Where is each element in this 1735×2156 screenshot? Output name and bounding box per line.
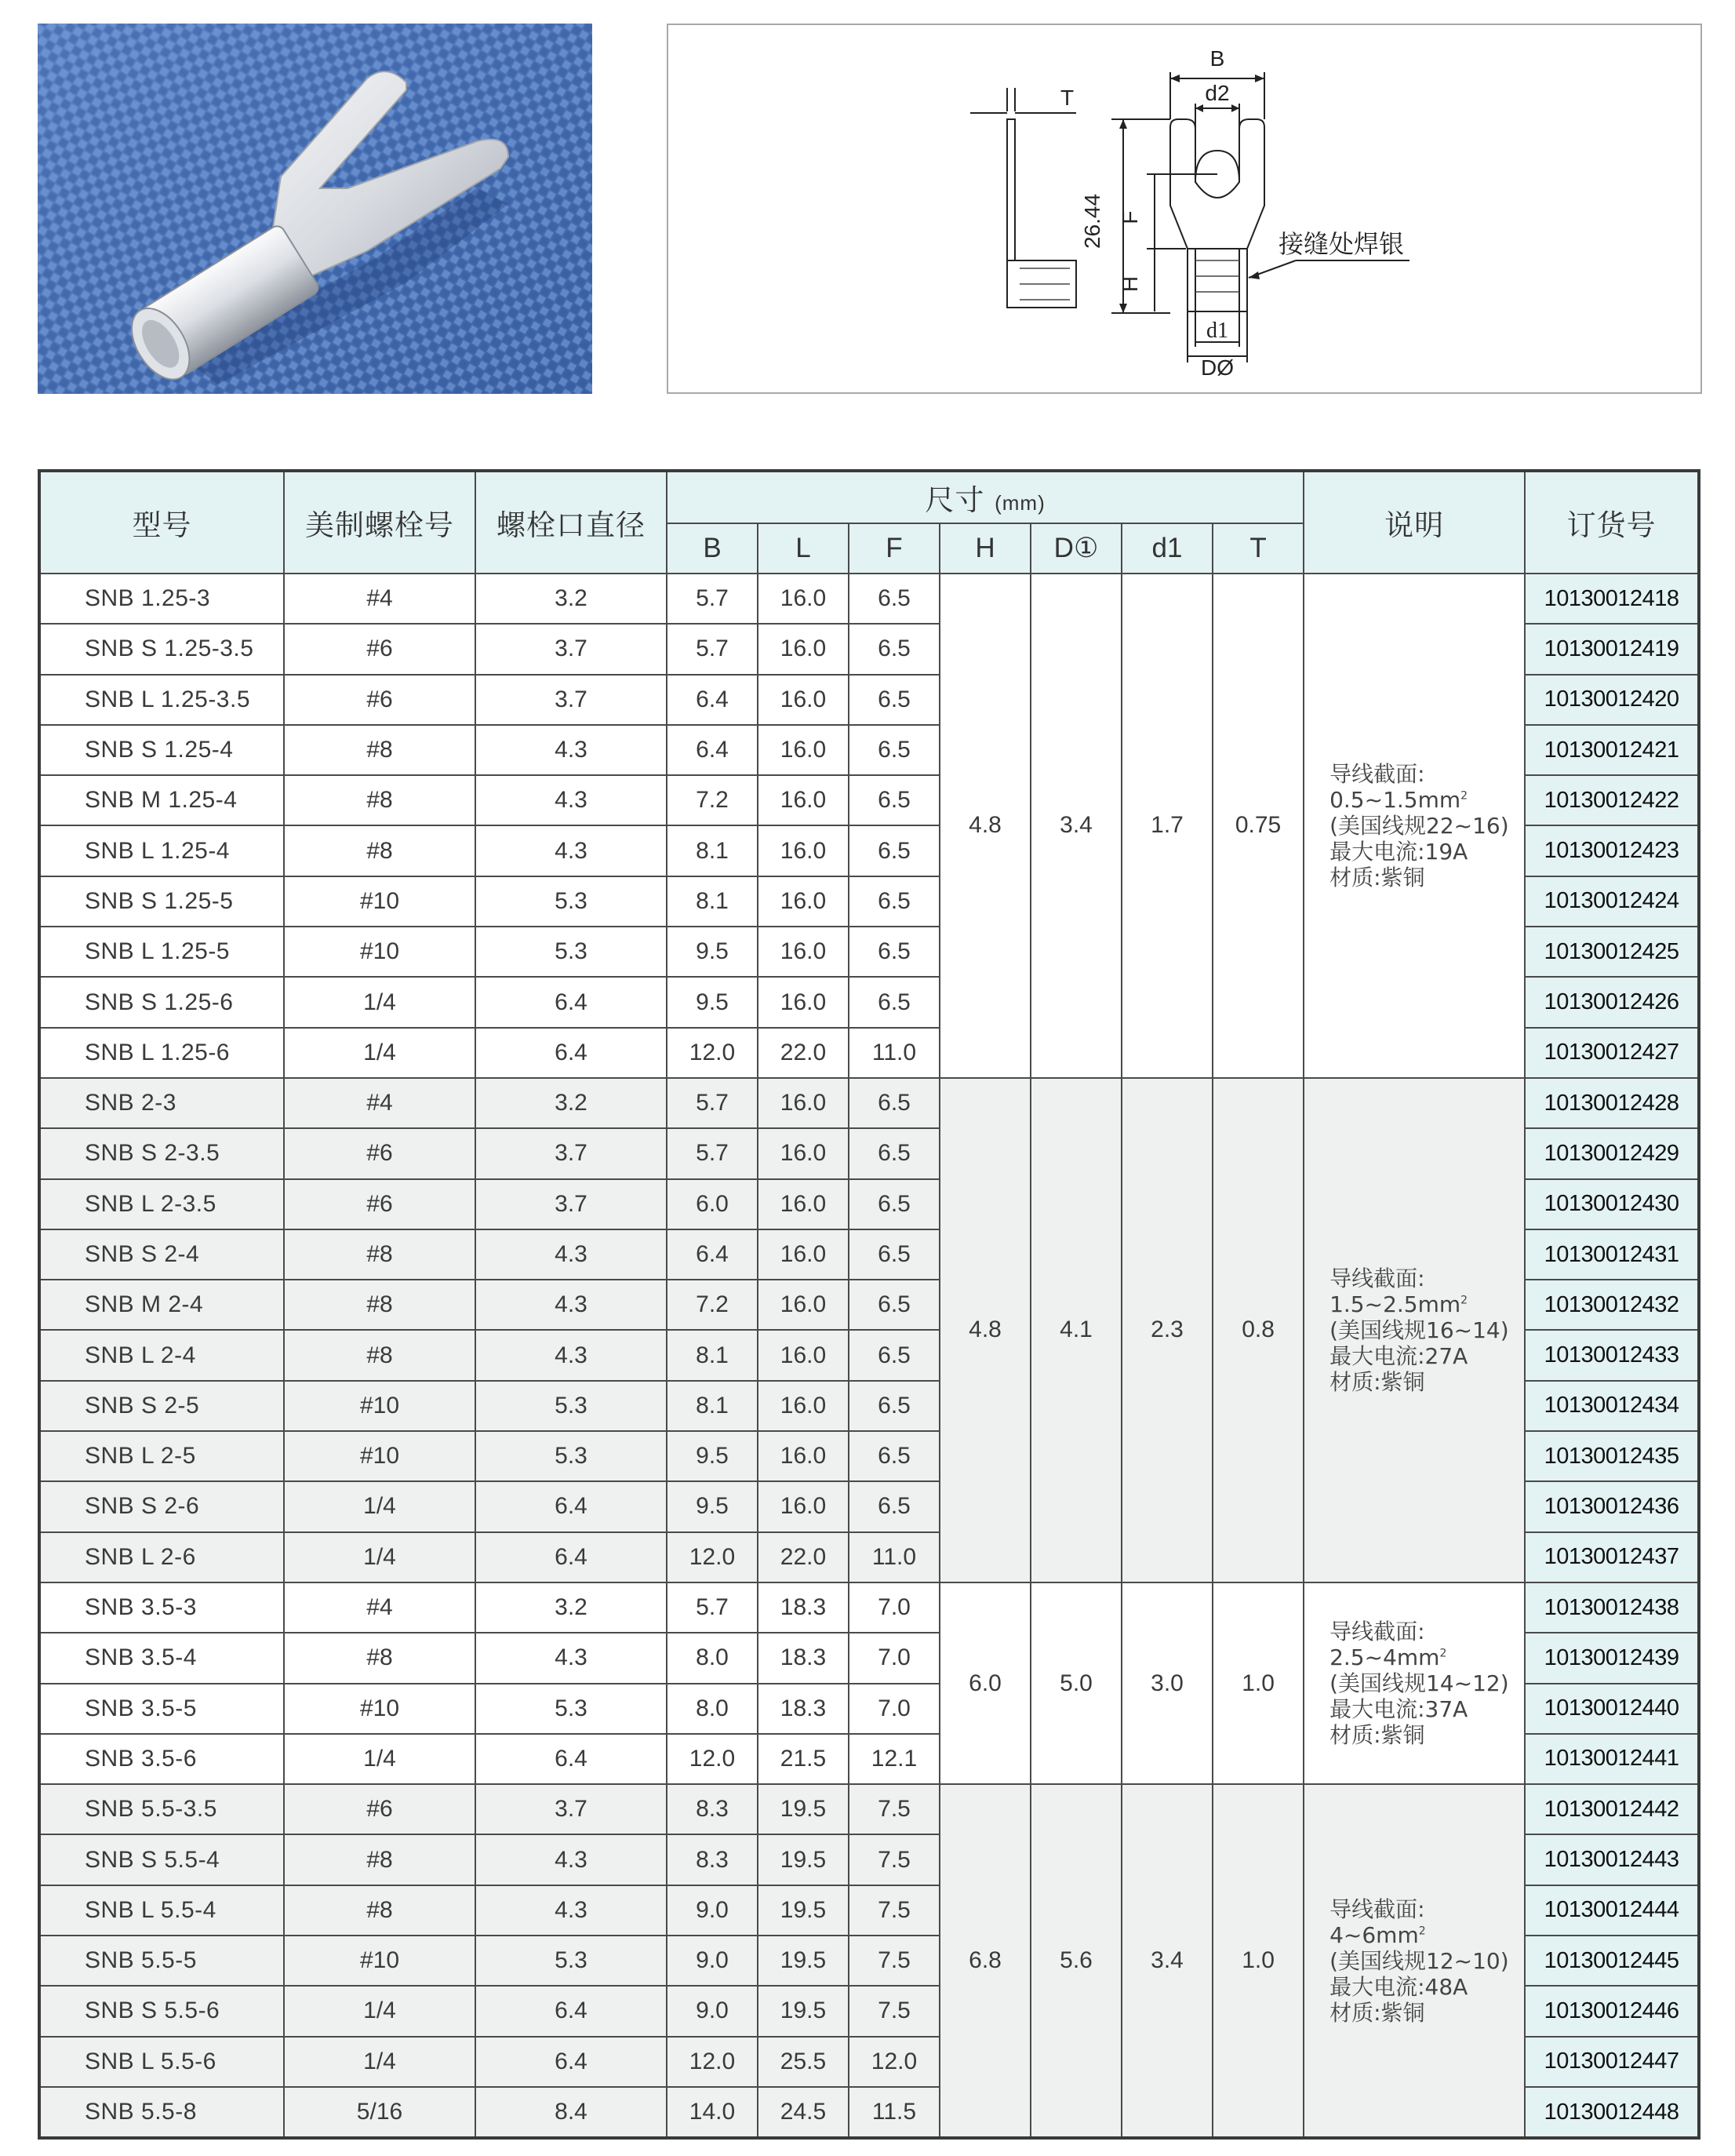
cell-order-number: 10130012443	[1525, 1834, 1699, 1885]
cell-order-number: 10130012422	[1525, 775, 1699, 825]
cell-model: SNB L 1.25-4	[39, 825, 284, 876]
cell-model: SNB 3.5-5	[39, 1684, 284, 1734]
cell-F: 6.5	[849, 1128, 940, 1178]
cell-order-number: 10130012425	[1525, 927, 1699, 977]
cell-L: 16.0	[758, 1128, 849, 1178]
cell-model: SNB M 1.25-4	[39, 775, 284, 825]
cell-desc	[1304, 1784, 1525, 2138]
cell-us-bolt: 1/4	[284, 2037, 475, 2087]
cell-F: 6.5	[849, 1330, 940, 1380]
cell-model: SNB 5.5-3.5	[39, 1784, 284, 1834]
cell-model: SNB 3.5-4	[39, 1633, 284, 1683]
cell-L: 16.0	[758, 1179, 849, 1229]
desc-line	[1329, 1922, 1524, 1948]
cell-B: 6.4	[667, 725, 758, 775]
cell-us-bolt: 1/4	[284, 1734, 475, 1784]
cell-order-number: 10130012426	[1525, 977, 1699, 1027]
cell-L: 19.5	[758, 1986, 849, 2036]
cell-us-bolt: #8	[284, 825, 475, 876]
cell-order-number: 10130012445	[1525, 1936, 1699, 1986]
cell-B: 9.5	[667, 1431, 758, 1481]
cell-bolt-dia: 3.2	[475, 1078, 667, 1128]
desc-line: 导线截面:	[1329, 760, 1425, 787]
cell-model: SNB L 2-5	[39, 1431, 284, 1481]
cell-bolt-dia: 6.4	[475, 1532, 667, 1582]
cell-bolt-dia: 3.2	[475, 1582, 667, 1633]
cell-us-bolt: #8	[284, 1633, 475, 1683]
cell-us-bolt: #6	[284, 1128, 475, 1178]
cell-F: 6.5	[849, 876, 940, 927]
cell-model: SNB L 2-3.5	[39, 1179, 284, 1229]
cell-bolt-dia: 3.7	[475, 1179, 667, 1229]
cell-T: 1.0	[1213, 1582, 1304, 1784]
fork-terminal-photo-image	[38, 24, 592, 394]
header-us-bolt: 美制螺栓号	[284, 471, 475, 574]
cell-model: SNB S 2-6	[39, 1481, 284, 1531]
cell-bolt-dia: 3.7	[475, 1128, 667, 1178]
cell-L: 22.0	[758, 1028, 849, 1078]
cell-T: 0.75	[1213, 574, 1304, 1078]
cell-F: 6.5	[849, 825, 940, 876]
desc-line: 材质:紫铜	[1329, 864, 1425, 890]
header-F: F	[849, 523, 940, 574]
desc-superscript: 2	[1439, 1647, 1447, 1660]
cell-L: 19.5	[758, 1784, 849, 1834]
cell-B: 5.7	[667, 1128, 758, 1178]
cell-bolt-dia: 4.3	[475, 725, 667, 775]
cell-model: SNB S 1.25-6	[39, 977, 284, 1027]
table-row	[39, 1784, 1699, 1834]
cell-bolt-dia: 6.4	[475, 1986, 667, 2036]
cell-model: SNB S 1.25-3.5	[39, 624, 284, 674]
spec-table	[38, 469, 1697, 2140]
cell-B: 12.0	[667, 1734, 758, 1784]
cell-D: 3.4	[1031, 574, 1122, 1078]
cell-F: 7.5	[849, 1784, 940, 1834]
table-row	[39, 1582, 1699, 1633]
cell-B: 6.0	[667, 1179, 758, 1229]
header-size-unit: (mm)	[995, 491, 1046, 515]
cell-B: 8.1	[667, 876, 758, 927]
cell-B: 12.0	[667, 1028, 758, 1078]
desc-line: 材质:紫铜	[1329, 1722, 1425, 1749]
cell-F: 7.5	[849, 1936, 940, 1986]
cell-L: 18.3	[758, 1582, 849, 1633]
cell-B: 8.0	[667, 1684, 758, 1734]
header-order: 订货号	[1525, 471, 1699, 574]
cell-bolt-dia: 5.3	[475, 1381, 667, 1431]
cell-model: SNB M 2-4	[39, 1280, 284, 1330]
cell-model: SNB 3.5-3	[39, 1582, 284, 1633]
cell-us-bolt: #8	[284, 1885, 475, 1936]
dim-d2-label: d2	[1205, 81, 1230, 105]
cell-us-bolt: #6	[284, 624, 475, 674]
cell-F: 6.5	[849, 1481, 940, 1531]
product-photo	[38, 24, 592, 394]
cell-d1: 3.4	[1122, 1784, 1213, 2138]
cell-bolt-dia: 3.7	[475, 624, 667, 674]
cell-order-number: 10130012441	[1525, 1734, 1699, 1784]
cell-bolt-dia: 4.3	[475, 775, 667, 825]
cell-B: 8.0	[667, 1633, 758, 1683]
cell-B: 8.3	[667, 1834, 758, 1885]
cell-L: 16.0	[758, 876, 849, 927]
cell-order-number: 10130012435	[1525, 1431, 1699, 1481]
cell-bolt-dia: 6.4	[475, 977, 667, 1027]
cell-D: 5.6	[1031, 1784, 1122, 2138]
cell-order-number: 10130012430	[1525, 1179, 1699, 1229]
cell-D: 4.1	[1031, 1078, 1122, 1582]
desc-section-value: 0.5~1.5mm	[1329, 786, 1461, 813]
cell-order-number: 10130012419	[1525, 624, 1699, 674]
dim-H-label: H	[1118, 275, 1142, 293]
cell-F: 11.0	[849, 1532, 940, 1582]
cell-F: 6.5	[849, 1381, 940, 1431]
cell-B: 7.2	[667, 1280, 758, 1330]
cell-bolt-dia: 6.4	[475, 2037, 667, 2087]
cell-us-bolt: #10	[284, 1936, 475, 1986]
cell-order-number: 10130012437	[1525, 1532, 1699, 1582]
cell-B: 12.0	[667, 1532, 758, 1582]
desc-superscript: 2	[1460, 1294, 1468, 1307]
cell-bolt-dia: 5.3	[475, 1431, 667, 1481]
cell-order-number: 10130012446	[1525, 1986, 1699, 2036]
cell-B: 9.5	[667, 927, 758, 977]
cell-L: 16.0	[758, 574, 849, 624]
cell-L: 18.3	[758, 1684, 849, 1734]
header-bolt-dia: 螺栓口直径	[475, 471, 667, 574]
cell-model: SNB S 2-4	[39, 1229, 284, 1280]
cell-model: SNB L 5.5-6	[39, 2037, 284, 2087]
header-L: L	[758, 523, 849, 574]
cell-L: 21.5	[758, 1734, 849, 1784]
desc-section-value: 1.5~2.5mm	[1329, 1291, 1461, 1317]
cell-F: 6.5	[849, 675, 940, 725]
cell-d1: 1.7	[1122, 574, 1213, 1078]
cell-us-bolt: #8	[284, 1229, 475, 1280]
cell-order-number: 10130012418	[1525, 574, 1699, 624]
cell-us-bolt: 1/4	[284, 1028, 475, 1078]
cell-bolt-dia: 5.3	[475, 1684, 667, 1734]
cell-bolt-dia: 5.3	[475, 1936, 667, 1986]
cell-L: 19.5	[758, 1936, 849, 1986]
cell-F: 6.5	[849, 624, 940, 674]
desc-line	[1329, 1644, 1524, 1670]
cell-F: 6.5	[849, 977, 940, 1027]
cell-model: SNB 5.5-8	[39, 2087, 284, 2138]
cell-F: 12.1	[849, 1734, 940, 1784]
cell-B: 9.5	[667, 977, 758, 1027]
table-row	[39, 574, 1699, 624]
cell-desc	[1304, 1078, 1525, 1582]
cell-F: 6.5	[849, 1280, 940, 1330]
cell-L: 18.3	[758, 1633, 849, 1683]
cell-bolt-dia: 3.2	[475, 574, 667, 624]
cell-us-bolt: #8	[284, 1280, 475, 1330]
cell-us-bolt: #4	[284, 574, 475, 624]
header-B: B	[667, 523, 758, 574]
cell-order-number: 10130012421	[1525, 725, 1699, 775]
cell-bolt-dia: 3.7	[475, 675, 667, 725]
cell-B: 12.0	[667, 2037, 758, 2087]
dim-T-label: T	[1060, 86, 1075, 110]
cell-us-bolt: #10	[284, 1431, 475, 1481]
desc-line: (美国线规22~16)	[1329, 812, 1509, 839]
desc-line: 导线截面:	[1329, 1619, 1425, 1645]
cell-us-bolt: 5/16	[284, 2087, 475, 2138]
cell-B: 5.7	[667, 1078, 758, 1128]
cell-F: 6.5	[849, 725, 940, 775]
cell-F: 11.5	[849, 2087, 940, 2138]
cell-order-number: 10130012444	[1525, 1885, 1699, 1936]
cell-us-bolt: #8	[284, 725, 475, 775]
cell-L: 16.0	[758, 1481, 849, 1531]
cell-bolt-dia: 3.7	[475, 1784, 667, 1834]
cell-B: 5.7	[667, 574, 758, 624]
cell-F: 6.5	[849, 574, 940, 624]
cell-F: 7.5	[849, 1834, 940, 1885]
cell-H: 4.8	[940, 574, 1031, 1078]
cell-bolt-dia: 4.3	[475, 1229, 667, 1280]
cell-bolt-dia: 4.3	[475, 1834, 667, 1885]
cell-L: 16.0	[758, 624, 849, 674]
cell-desc	[1304, 574, 1525, 1078]
desc-line: 最大电流:27A	[1329, 1342, 1468, 1369]
cell-us-bolt: #10	[284, 927, 475, 977]
cell-L: 19.5	[758, 1834, 849, 1885]
cell-L: 16.0	[758, 675, 849, 725]
technical-drawing	[667, 24, 1702, 394]
dim-D-label: DØ	[1201, 355, 1234, 380]
cell-B: 8.1	[667, 825, 758, 876]
dimension-diagram	[668, 25, 1704, 395]
cell-model: SNB S 2-3.5	[39, 1128, 284, 1178]
dim-B-label: B	[1209, 46, 1225, 71]
cell-F: 6.5	[849, 1229, 940, 1280]
cell-B: 8.1	[667, 1381, 758, 1431]
desc-line: (美国线规14~12)	[1329, 1670, 1509, 1697]
cell-L: 25.5	[758, 2037, 849, 2087]
cell-L: 16.0	[758, 775, 849, 825]
cell-model: SNB S 1.25-5	[39, 876, 284, 927]
cell-model: SNB 3.5-6	[39, 1734, 284, 1784]
desc-section-value: 4~6mm	[1329, 1921, 1419, 1948]
cell-order-number: 10130012427	[1525, 1028, 1699, 1078]
cell-model: SNB L 5.5-4	[39, 1885, 284, 1936]
header-H: H	[940, 523, 1031, 574]
cell-model: SNB 5.5-5	[39, 1936, 284, 1986]
header-D: D①	[1031, 523, 1122, 574]
cell-L: 16.0	[758, 1330, 849, 1380]
cell-B: 6.4	[667, 675, 758, 725]
cell-order-number: 10130012434	[1525, 1381, 1699, 1431]
header-size	[667, 471, 1304, 523]
cell-order-number: 10130012447	[1525, 2037, 1699, 2087]
cell-d1: 2.3	[1122, 1078, 1213, 1582]
desc-line: 最大电流:37A	[1329, 1696, 1468, 1723]
cell-order-number: 10130012424	[1525, 876, 1699, 927]
desc-line: 最大电流:48A	[1329, 1973, 1468, 2000]
cell-order-number: 10130012440	[1525, 1684, 1699, 1734]
cell-order-number: 10130012433	[1525, 1330, 1699, 1380]
cell-order-number: 10130012448	[1525, 2087, 1699, 2138]
desc-line: 导线截面:	[1329, 1265, 1425, 1291]
cell-model: SNB S 2-5	[39, 1381, 284, 1431]
cell-B: 9.5	[667, 1481, 758, 1531]
cell-H: 6.8	[940, 1784, 1031, 2138]
cell-us-bolt: #6	[284, 1784, 475, 1834]
cell-order-number: 10130012442	[1525, 1784, 1699, 1834]
cell-F: 6.5	[849, 1179, 940, 1229]
cell-F: 7.0	[849, 1633, 940, 1683]
desc-line: (美国线规12~10)	[1329, 1947, 1509, 1974]
cell-L: 16.0	[758, 1431, 849, 1481]
cell-model: SNB L 1.25-5	[39, 927, 284, 977]
cell-bolt-dia: 4.3	[475, 1633, 667, 1683]
cell-us-bolt: 1/4	[284, 977, 475, 1027]
cell-F: 7.5	[849, 1986, 940, 2036]
cell-us-bolt: #4	[284, 1582, 475, 1633]
weld-note: 接缝处焊银	[1279, 229, 1405, 259]
cell-B: 5.7	[667, 624, 758, 674]
dim-L-label: 26.44	[1080, 193, 1104, 249]
cell-bolt-dia: 6.4	[475, 1481, 667, 1531]
cell-model: SNB 2-3	[39, 1078, 284, 1128]
cell-B: 8.1	[667, 1330, 758, 1380]
cell-L: 22.0	[758, 1532, 849, 1582]
desc-line: 材质:紫铜	[1329, 1368, 1425, 1395]
cell-model: SNB L 1.25-3.5	[39, 675, 284, 725]
cell-us-bolt: #6	[284, 1179, 475, 1229]
cell-us-bolt: #10	[284, 1684, 475, 1734]
dim-F-label: F	[1118, 210, 1142, 224]
cell-F: 6.5	[849, 775, 940, 825]
cell-bolt-dia: 8.4	[475, 2087, 667, 2138]
cell-us-bolt: #6	[284, 675, 475, 725]
cell-L: 16.0	[758, 977, 849, 1027]
cell-us-bolt: 1/4	[284, 1986, 475, 2036]
cell-F: 6.5	[849, 1078, 940, 1128]
cell-order-number: 10130012439	[1525, 1633, 1699, 1683]
cell-d1: 3.0	[1122, 1582, 1213, 1784]
desc-line	[1329, 787, 1524, 813]
cell-bolt-dia: 6.4	[475, 1028, 667, 1078]
desc-section-value: 2.5~4mm	[1329, 1644, 1440, 1671]
cell-model: SNB L 2-4	[39, 1330, 284, 1380]
cell-B: 6.4	[667, 1229, 758, 1280]
cell-B: 14.0	[667, 2087, 758, 2138]
cell-bolt-dia: 5.3	[475, 876, 667, 927]
cell-bolt-dia: 6.4	[475, 1734, 667, 1784]
cell-L: 16.0	[758, 1381, 849, 1431]
cell-order-number: 10130012420	[1525, 675, 1699, 725]
cell-L: 16.0	[758, 1229, 849, 1280]
cell-us-bolt: 1/4	[284, 1481, 475, 1531]
cell-F: 7.0	[849, 1684, 940, 1734]
cell-model: SNB S 1.25-4	[39, 725, 284, 775]
cell-order-number: 10130012436	[1525, 1481, 1699, 1531]
cell-order-number: 10130012428	[1525, 1078, 1699, 1128]
table-row	[39, 1078, 1699, 1128]
cell-B: 7.2	[667, 775, 758, 825]
header-size-label: 尺寸	[925, 483, 985, 517]
cell-us-bolt: #10	[284, 876, 475, 927]
cell-model: SNB S 5.5-4	[39, 1834, 284, 1885]
header-T: T	[1213, 523, 1304, 574]
cell-bolt-dia: 4.3	[475, 1885, 667, 1936]
desc-line: 最大电流:19A	[1329, 838, 1468, 865]
cell-order-number: 10130012438	[1525, 1582, 1699, 1633]
cell-B: 5.7	[667, 1582, 758, 1633]
cell-H: 4.8	[940, 1078, 1031, 1582]
cell-H: 6.0	[940, 1582, 1031, 1784]
cell-model: SNB L 1.25-6	[39, 1028, 284, 1078]
cell-order-number: 10130012432	[1525, 1280, 1699, 1330]
cell-model: SNB S 5.5-6	[39, 1986, 284, 2036]
cell-bolt-dia: 5.3	[475, 927, 667, 977]
cell-desc	[1304, 1582, 1525, 1784]
cell-us-bolt: 1/4	[284, 1532, 475, 1582]
cell-L: 16.0	[758, 1280, 849, 1330]
cell-order-number: 10130012423	[1525, 825, 1699, 876]
cell-T: 0.8	[1213, 1078, 1304, 1582]
cell-us-bolt: #10	[284, 1381, 475, 1431]
cell-us-bolt: #8	[284, 1330, 475, 1380]
cell-B: 8.3	[667, 1784, 758, 1834]
cell-us-bolt: #8	[284, 775, 475, 825]
cell-order-number: 10130012431	[1525, 1229, 1699, 1280]
cell-F: 7.5	[849, 1885, 940, 1936]
cell-bolt-dia: 4.3	[475, 1330, 667, 1380]
cell-F: 7.0	[849, 1582, 940, 1633]
dim-d1-label: d1	[1206, 319, 1228, 343]
cell-L: 16.0	[758, 825, 849, 876]
desc-superscript: 2	[1460, 789, 1468, 803]
cell-us-bolt: #4	[284, 1078, 475, 1128]
desc-line: (美国线规16~14)	[1329, 1317, 1509, 1343]
desc-line: 导线截面:	[1329, 1896, 1425, 1922]
desc-superscript: 2	[1418, 1925, 1426, 1938]
cell-L: 19.5	[758, 1885, 849, 1936]
desc-line	[1329, 1291, 1524, 1317]
cell-B: 9.0	[667, 1936, 758, 1986]
cell-B: 9.0	[667, 1885, 758, 1936]
cell-L: 16.0	[758, 1078, 849, 1128]
table-body	[39, 574, 1699, 2138]
cell-L: 16.0	[758, 927, 849, 977]
header-desc: 说明	[1304, 471, 1525, 574]
desc-line: 材质:紫铜	[1329, 1999, 1425, 2026]
header-d1: d1	[1122, 523, 1213, 574]
cell-bolt-dia: 4.3	[475, 825, 667, 876]
cell-model: SNB L 2-6	[39, 1532, 284, 1582]
cell-B: 9.0	[667, 1986, 758, 2036]
cell-bolt-dia: 4.3	[475, 1280, 667, 1330]
cell-order-number: 10130012429	[1525, 1128, 1699, 1178]
cell-F: 12.0	[849, 2037, 940, 2087]
cell-L: 16.0	[758, 725, 849, 775]
cell-F: 6.5	[849, 927, 940, 977]
cell-F: 11.0	[849, 1028, 940, 1078]
cell-model: SNB 1.25-3	[39, 574, 284, 624]
header-model: 型号	[39, 471, 284, 574]
cell-L: 24.5	[758, 2087, 849, 2138]
cell-us-bolt: #8	[284, 1834, 475, 1885]
cell-T: 1.0	[1213, 1784, 1304, 2138]
cell-D: 5.0	[1031, 1582, 1122, 1784]
cell-F: 6.5	[849, 1431, 940, 1481]
